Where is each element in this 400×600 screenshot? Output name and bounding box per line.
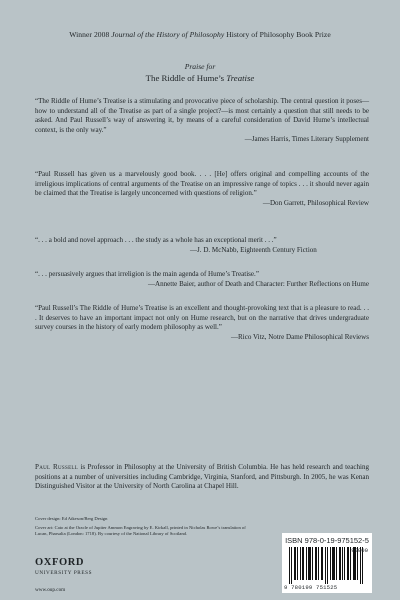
- quote-text: “Paul Russell has given us a marvelously good book. . . . [He] offers original and compelling accounts of the irreligious implications of central arguments of the Treatise on an impressive range of topics . . . it should never again be claimed that the Treatise is largely unconcerned with questions of religion.”: [35, 170, 369, 198]
- quote-attribution: —Don Garrett, Philosophical Review: [262, 198, 369, 207]
- author-bio-text: is Professor in Philosophy at the University of British Columbia. He has held research and teaching positions at a number of universities including Cambridge, Virginia, Stanford, and Pittsburgh. In 2005, he was Kenan Distinguished Visitor at the University of North Carolina at Chapel Hill.: [35, 463, 369, 491]
- barcode-panel: [282, 533, 372, 593]
- prize-suffix: History of Philosophy Book Prize: [224, 30, 331, 39]
- prize-line: [10, 30, 390, 39]
- publisher-logo: OXFORD: [35, 557, 85, 568]
- isbn-text: ISBN 978-0-19-975152-5: [285, 536, 369, 545]
- quote-attribution: —James Harris, Times Literary Supplement: [244, 135, 369, 144]
- quote-attribution: —J. D. McNabb, Eighteenth Century Fiction: [190, 245, 317, 254]
- praise-label: Praise for: [184, 62, 216, 71]
- barcode-digits: 9 780199 751525: [284, 584, 338, 591]
- quote-text: “. . . persuasively argues that irreligion is the main agenda of Hume’s Treatise.”: [35, 270, 259, 278]
- quote-text: “. . . a bold and novel approach . . . the study as a whole has an exceptional merit . . .”: [35, 236, 277, 244]
- author-bio: [35, 463, 369, 492]
- publisher-sub: UNIVERSITY PRESS: [35, 570, 93, 576]
- praise-title-italic: Treatise: [226, 73, 255, 83]
- quote-4: [35, 270, 369, 289]
- quote-attribution: —Rico Vitz, Notre Dame Philosophical Reviews: [230, 332, 369, 341]
- prize-journal: Journal of the History of Philosophy: [111, 30, 225, 39]
- quote-2: [35, 170, 369, 208]
- praise-title: [0, 73, 400, 83]
- cover-art-credit: Cover art: Cato at the Oracle of Jupiter Ammon Engraving by E. Kirkall, printed in Nicholas Rowe’s translation of Lucan, Pharsalia (London: 1718). By courtesy of the National Library of Scotland.: [35, 525, 246, 536]
- barcode-price: 90000: [351, 547, 368, 554]
- quote-1: [35, 97, 369, 145]
- prize-prefix: Winner 2008: [69, 30, 112, 39]
- praise-title-text: The Riddle of Hume’s: [145, 73, 227, 83]
- quote-text: “The Riddle of Hume’s Treatise is a stimulating and provocative piece of scholarship. The central question it poses—how to understand all of the Treatise as part of a single project?—is most certainly a question that still needs to be asked. And Paul Russell’s way of answering it, by means of a careful consideration of David Hume’s intellectual context, is the only way.”: [35, 97, 369, 134]
- publisher-url: www.oup.com: [35, 587, 66, 593]
- cover-design-credit: Cover design: Ed Atkeson/Berg Design: [35, 516, 108, 521]
- quote-3: [35, 236, 369, 255]
- quote-5: [35, 304, 369, 342]
- quote-attribution: —Annette Baier, author of Death and Character: Further Reflections on Hume: [147, 279, 369, 288]
- author-name: Paul Russell: [35, 463, 79, 471]
- quote-text: “Paul Russell’s The Riddle of Hume’s Treatise is an excellent and thought-provoking text that is a pleasure to read. . . . It deserves to have an important impact not only on Hume research, but on the narrative that drives undergraduate survey courses in the history of early modern philosophy as well.”: [35, 304, 369, 332]
